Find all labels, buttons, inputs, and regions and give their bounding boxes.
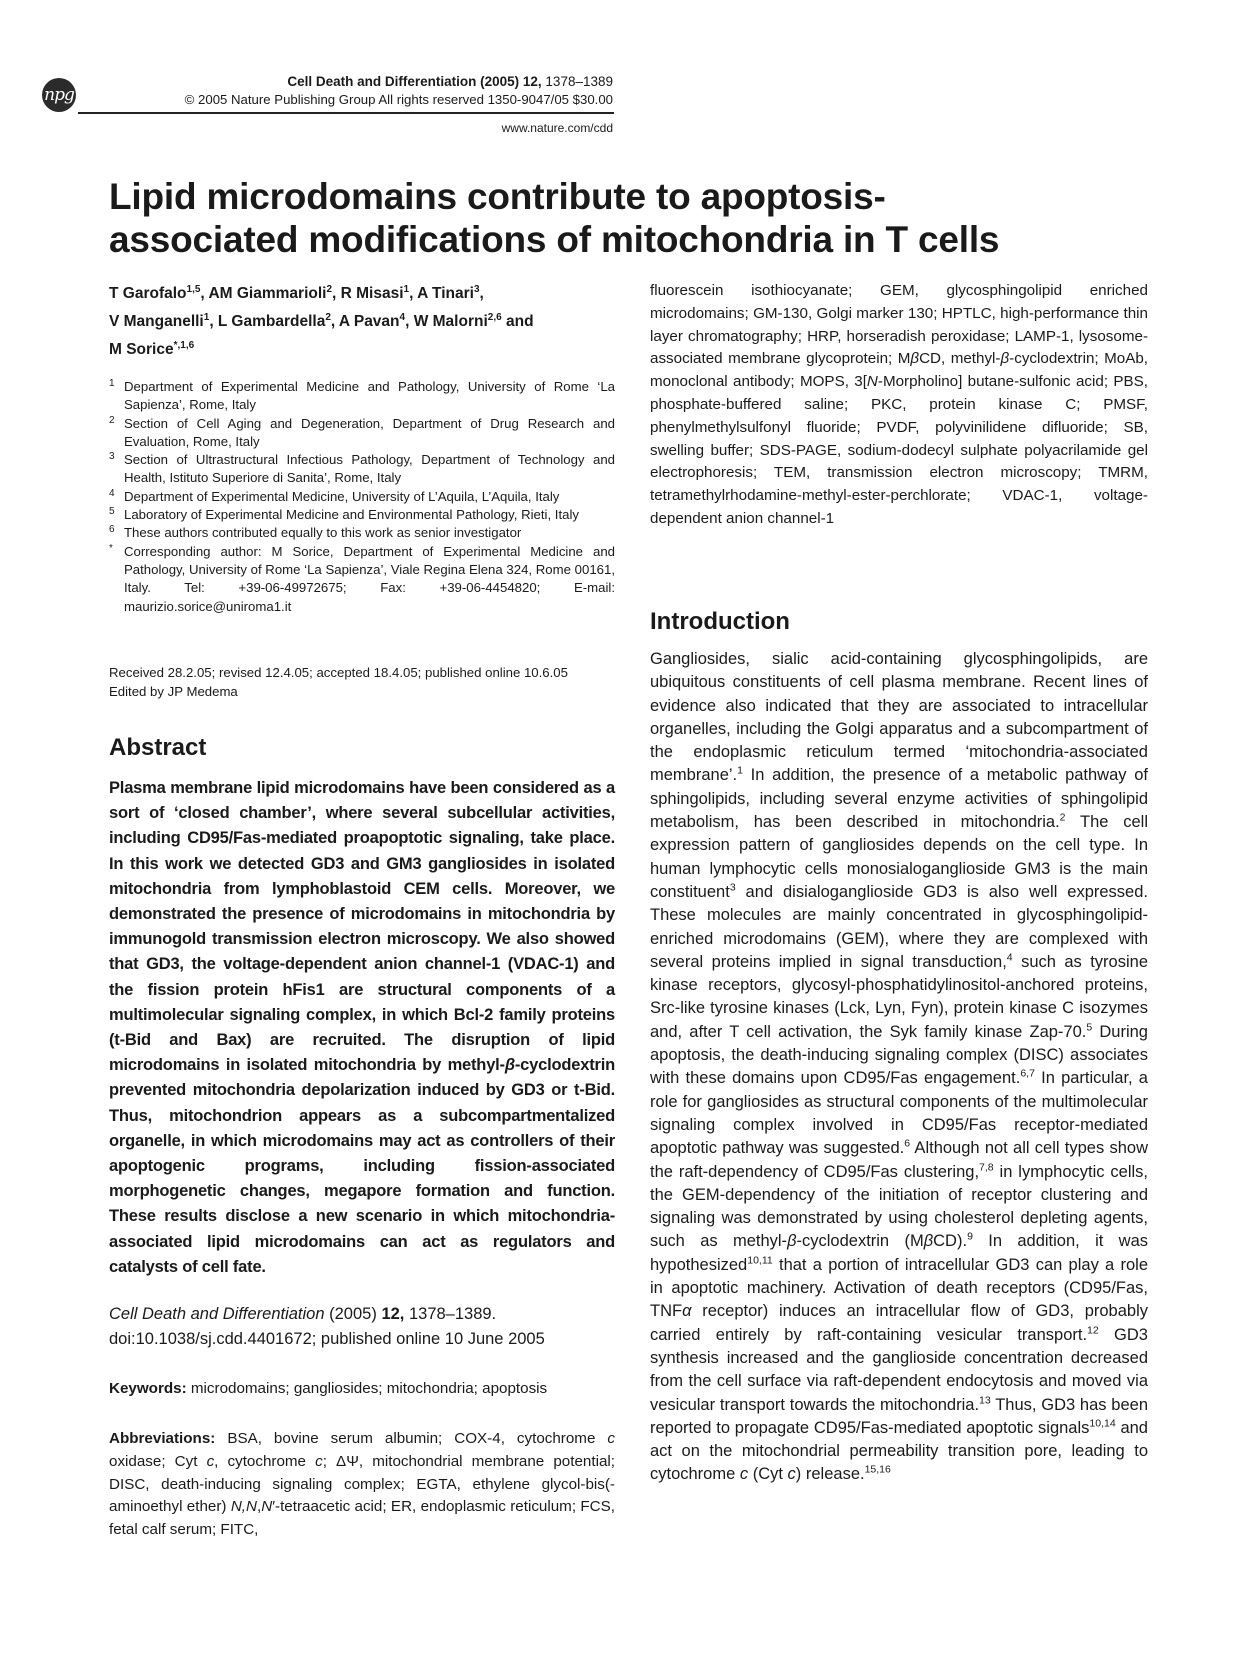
- affiliation-list: [109, 378, 615, 616]
- affiliation-text: These authors contributed equally to this work as senior investigator: [124, 525, 522, 541]
- title-line-1: Lipid microdomains contribute to apoptosis-: [109, 175, 886, 217]
- citation-doi[interactable]: doi:10.1038/sj.cdd.4401672; published online 10 June 2005: [109, 1330, 545, 1348]
- affiliation-item: [109, 506, 615, 524]
- header-rule: [78, 112, 614, 114]
- affiliation-text: Section of Ultrastructural Infectious Pathology, Department of Technology and Health, Istituto Superiore di Sanita’, Rome, Italy: [124, 452, 615, 486]
- title-line-2: associated modifications of mitochondria in T cells: [109, 218, 1000, 260]
- journal-pages: 1378–1389: [545, 74, 613, 89]
- keywords: [109, 1378, 615, 1400]
- affiliation-item: [109, 451, 615, 488]
- affiliation-item: [109, 415, 615, 452]
- edited-by: Edited by JP Medema: [109, 684, 238, 699]
- citation: [109, 1302, 615, 1352]
- abstract-text: Plasma membrane lipid microdomains have been considered as a sort of ‘closed chamber’, where several subcellular activities, including CD95/Fas-mediated proapoptotic signaling, take place. In this work we detected GD3 and GM3 gangliosides in isolated mitochondria from lymphoblastoid CEM cells. Moreover, we demonstrated the presence of microdomains in mitochondria by immunogold transmission electron microscopy. We also showed that GD3, the voltage-dependent anion channel-1 (VDAC-1) and the fission protein hFis1 are structural components of a multimolecular signaling complex, in which Bcl-2 family proteins (t-Bid and Bax) are recruited. The disruption of lipid microdomains in isolated mitochondria by methyl-β-cyclodextrin prevented mitochondria depolarization induced by GD3 or t-Bid. Thus, mitochondrion appears as a subcompartmentalized organelle, in which microdomains may act as controllers of their apoptogenic programs, including fission-associated morphogenetic changes, megapore formation and function. These results disclose a new scenario in which mitochondria-associated lipid microdomains can act as regulators and catalysts of cell fate.: [109, 779, 615, 1276]
- received-line: Received 28.2.05; revised 12.4.05; accepted 18.4.05; published online 10.6.05: [109, 665, 568, 680]
- affiliation-mark: 2: [109, 414, 115, 426]
- introduction-text: Gangliosides, sialic acid-containing glycosphingolipids, are ubiquitous constituents of cell plasma membrane. Recent lines of evidence also indicated that they are associated to intracellular organelles, including the Golgi apparatus and a subcompartment of the endoplasmic reticulum termed ‘mitochondria-associated membrane’.$^1$ In addition, the presence of a metabolic pathway of sphingolipids, including several enzyme activities of sphingolipid metabolism, has been described in mitochondria.$^2$ The cell expression pattern of gangliosides depends on the cell type. In human lymphocytic cells monosialoganglioside GM3 is the main constituent$^3$ and disialoganglioside GD3 is also well expressed. These molecules are mainly concentrated in glycosphingolipid-enriched microdomains (GEM), where they are complexed with several proteins implied in signal transduction,$^4$ such as tyrosine kinase receptors, glycosyl-phosphatidylinositol-anchored proteins, Src-like tyrosine kinases (Lck, Lyn, Fyn), protein kinase C isozymes and, after T cell activation, the Syk family kinase Zap-70.$^5$ During apoptosis, the death-inducing signaling complex (DISC) associates with these domains upon CD95/Fas engagement.$^{6,7}$ In particular, a role for gangliosides as structural components of the multimolecular signaling complex involved in CD95/Fas receptor-mediated apoptotic pathway was suggested.$^6$ Although not all cell types show the raft-dependency of CD95/Fas clustering,$^{7,8}$ in lymphocytic cells, the GEM-dependency of the initiation of receptor clustering and signaling was demonstrated by using cholesterol depleting agents, such as methyl-β-cyclodextrin (MβCD).$^9$ In addition, it was hypothesized$^{10,11}$ that a portion of intracellular GD3 can play a role in apoptotic machinery. Activation of death receptors (CD95/Fas, TNFα receptor) induces an intracellular flow of GD3, probably carried entirely by raft-containing vesicular transport.$^{12}$ GD3 synthesis increased and the ganglioside concentration decreased from the cell surface via raft-dependent endocytosis and moved via vesicular transport towards the mitochondria.$^{13}$ Thus, GD3 has been reported to propagate CD95/Fas-mediated apoptotic signals$^{10,14}$ and act on the mitochondrial permeability transition pore, leading to cytochrome c (Cyt c) release.$^{15,16}$: [650, 650, 1149, 1484]
- affiliation-mark: *: [109, 542, 113, 554]
- affiliation-text: Laboratory of Experimental Medicine and Environmental Pathology, Rieti, Italy: [124, 507, 579, 523]
- keywords-list: microdomains; gangliosides; mitochondria; apoptosis: [190, 1380, 548, 1397]
- affiliation-text: Section of Cell Aging and Degeneration, Department of Drug Research and Evaluation, Rome, Italy: [124, 415, 615, 449]
- abbreviations-part-2: fluorescein isothiocyanate; GEM, glycosphingolipid enriched microdomains; GM-130, Golgi marker 130; HPTLC, high-performance thin layer chromatography; HRP, horseradish peroxidase; LAMP-1, lysosome-associated membrane glycoprotein; MβCD, methyl-β-cyclodextrin; MoAb, monoclonal antibody; MOPS, 3[N-Morpholino] butane-sulfonic acid; PBS, phosphate-buffered saline; PKC, protein kinase C; PMSF, phenylmethylsulfonyl fluoride; PVDF, polyvinilidene difluoride; SB, swelling buffer; SDS-PAGE, sodium-dodecyl sulphate polyacrilamide gel electrophoresis; TEM, transmission electron microscopy; TMRM, tetramethylrhodamine-methyl-ester-perchlorate; VDAC-1, voltage-dependent anion channel-1: [650, 282, 1148, 527]
- citation-volume: 12,: [381, 1305, 405, 1323]
- affiliation-mark: 6: [109, 524, 115, 536]
- affiliation-item: [109, 488, 615, 506]
- npg-logo: npg: [42, 78, 76, 112]
- affiliation-text: Corresponding author: M Sorice, Department of Experimental Medicine and Pathology, University of Rome ‘La Sapienza’, Viale Regina Elena 324, Rome 00161, Italy. Tel: +39-06-49972675; Fax: +39-06-4454820; E-mail: maurizio.sorice@uniroma1.it: [124, 543, 615, 614]
- abstract-heading: Abstract: [109, 734, 207, 761]
- keywords-label: Keywords:: [109, 1380, 187, 1397]
- journal-name: Cell Death and Differentiation (2005) 12,: [287, 74, 542, 89]
- affiliation-text: Department of Experimental Medicine, University of L’Aquila, L’Aquila, Italy: [124, 488, 560, 504]
- introduction-heading: Introduction: [650, 608, 790, 635]
- article-title: [109, 175, 1129, 261]
- affiliation-item: [109, 378, 615, 415]
- affiliation-text: Department of Experimental Medicine and Pathology, University of Rome ‘La Sapienza’, Rome, Italy: [124, 379, 615, 413]
- abstract-part-b: -cyclodextrin prevented mitochondria depolarization induced by GD3 or t-Bid. Thus, mitochondrion appears as a subcompartmentalized organelle, in which microdomains may act as controllers of their apoptogenic programs, including fission-associated morphogenetic changes, megapore formation and function. These results disclose a new scenario in which mitochondria-associated lipid microdomains can act as regulators and catalysts of cell fate.: [109, 1056, 615, 1276]
- copyright-line: © 2005 Nature Publishing Group All rights reserved 1350-9047/05 $30.00: [184, 92, 613, 107]
- received-dates: [109, 663, 629, 701]
- abstract-part-a: Plasma membrane lipid microdomains have been considered as a sort of ‘closed chamber’, where several subcellular activities, including CD95/Fas-mediated proapoptotic signaling, take place. In this work we detected GD3 and GM3 gangliosides in isolated mitochondria from lymphoblastoid CEM cells. Moreover, we demonstrated the presence of microdomains in mitochondria by immunogold transmission electron microscopy. We also showed that GD3, the voltage-dependent anion channel-1 (VDAC-1) and the fission protein hFis1 are structural components of a multimolecular signaling complex, in which Bcl-2 family proteins (t-Bid and Bax) are recruited. The disruption of lipid microdomains in isolated mitochondria by methyl-: [109, 779, 615, 1075]
- author-list: T Garofalo$^{1,5}$, AM Giammarioli$^2$, R Misasi$^1$, A Tinari$^3$, V Manganelli$^1$, L Gambardella$^2$, A Pavan$^4$, W Malorni$^{2,6}$ and M Sorice$^{*,1,6}$: [109, 284, 534, 359]
- affiliation-mark: 1: [109, 378, 115, 389]
- abbreviations-label: Abbreviations:: [109, 1430, 216, 1447]
- citation-pages: 1378–1389.: [408, 1305, 497, 1323]
- journal-header: [287, 74, 613, 89]
- affiliation-item: [109, 524, 615, 542]
- affiliation-mark: 3: [109, 451, 115, 463]
- citation-year: (2005): [329, 1305, 377, 1323]
- corresponding-author: [109, 543, 615, 616]
- affiliation-mark: 4: [109, 487, 115, 499]
- journal-url[interactable]: www.nature.com/cdd: [501, 121, 613, 135]
- affiliation-mark: 5: [109, 506, 115, 518]
- abbreviations-part-1: Abbreviations: BSA, bovine serum albumin; COX-4, cytochrome c oxidase; Cyt c, cytochrome c; ΔΨ, mitochondrial membrane potential; DISC, death-inducing signaling complex; EGTA, ethylene glycol-bis(-aminoethyl ether) N,N,N′-tetraacetic acid; ER, endoplasmic reticulum; FCS, fetal calf serum; FITC,: [109, 1430, 615, 1539]
- citation-journal: Cell Death and Differentiation: [109, 1305, 325, 1323]
